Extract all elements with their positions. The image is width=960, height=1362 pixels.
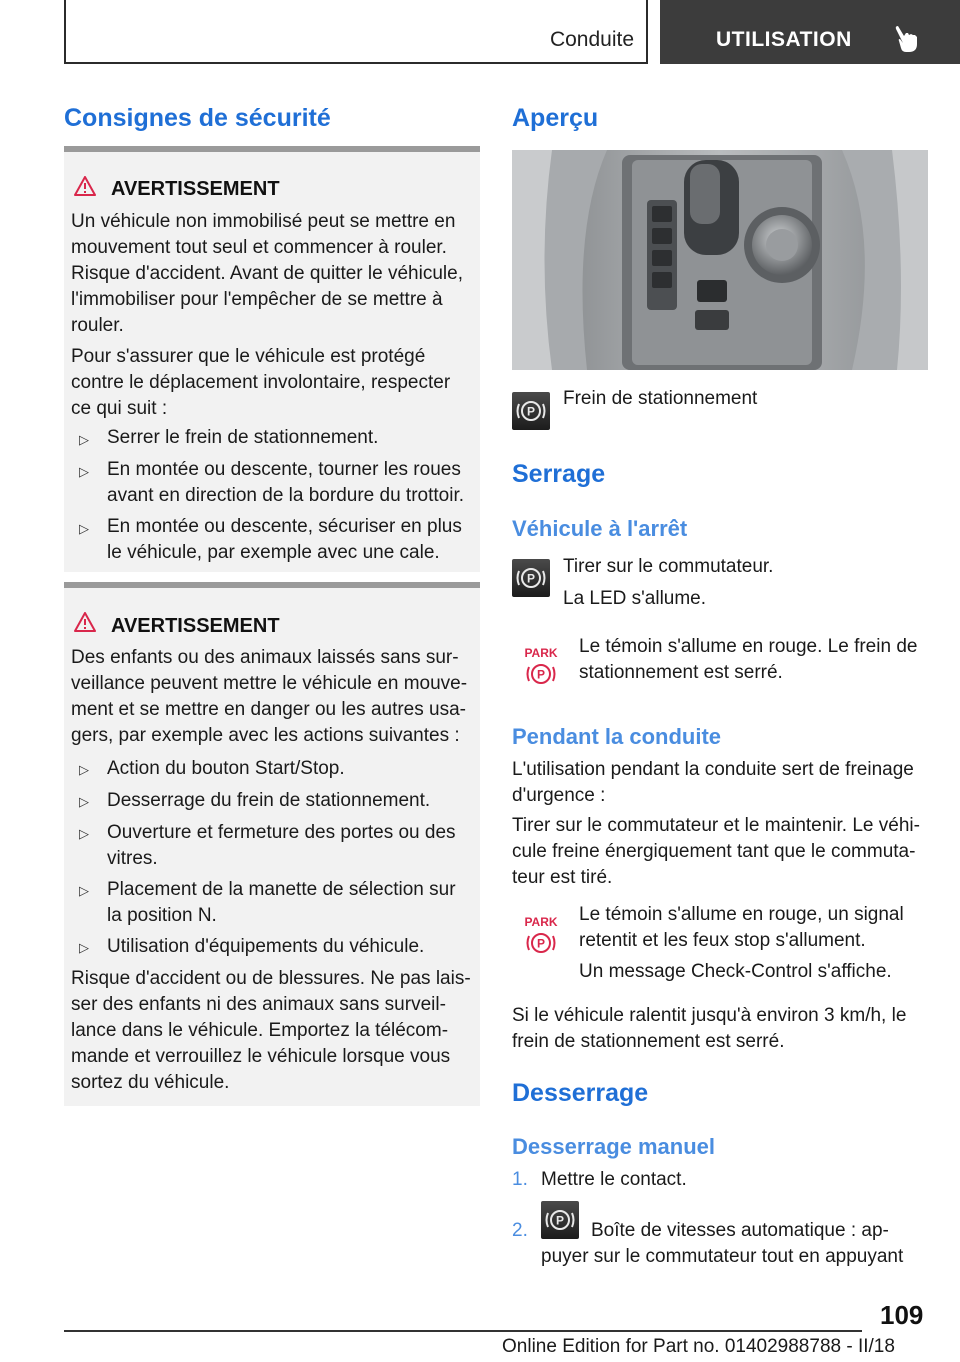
bullet-triangle-icon: ▷ xyxy=(79,521,89,536)
footer-divider xyxy=(64,1330,862,1332)
bullet-triangle-icon: ▷ xyxy=(79,940,89,955)
header-section-title: Conduite xyxy=(549,28,634,51)
list-item: Placement de la manette de sélection sur la position N. xyxy=(107,879,456,926)
list-item: Utilisation d'équipements du véhicule. xyxy=(107,936,425,957)
park-indicator-icon xyxy=(520,645,562,689)
instruction-text: Un message Check-Control s'affiche. xyxy=(579,961,892,982)
manual-release-subheading: Desserrage manuel xyxy=(512,1134,715,1159)
overview-heading: Aperçu xyxy=(512,104,599,132)
bullet-triangle-icon: ▷ xyxy=(79,826,89,841)
safety-heading: Consignes de sécurité xyxy=(64,104,331,132)
warning-box-1 xyxy=(64,146,480,572)
list-item: En montée ou descente, tourner les roues avant en direction de la bordure du trottoir. xyxy=(107,459,465,506)
pointing-hand-icon xyxy=(894,24,922,54)
park-label: PARK xyxy=(524,915,558,929)
svg-text:P: P xyxy=(536,936,546,951)
warning-paragraph: Des enfants ou des animaux laissés sans sur- veillance peuvent mettre le véhicule en mouve- ment et se mettre en danger ou les autres usa- gers, par exemple avec les actions suivantes : xyxy=(71,647,468,746)
list-item: Serrer le frein de stationnement. xyxy=(107,427,379,448)
instruction-text: La LED s'allume. xyxy=(563,588,707,609)
parking-brake-icon xyxy=(541,1201,579,1239)
bullet-triangle-icon: ▷ xyxy=(79,432,89,447)
instruction-text: Tirer sur le commutateur. xyxy=(563,556,774,577)
parking-brake-icon xyxy=(512,392,550,430)
instruction-text: Le témoin s'allume en rouge. Le frein de stationnement est serré. xyxy=(579,636,918,683)
step-text: Mettre le contact. xyxy=(541,1169,687,1190)
warning-title: AVERTISSEMENT xyxy=(111,178,280,200)
step-text: puyer sur le commutateur tout en appuyant xyxy=(541,1246,904,1267)
list-item: Desserrage du frein de stationnement. xyxy=(107,790,431,811)
bullet-triangle-icon: ▷ xyxy=(79,464,89,479)
step-text: Boîte de vitesses automatique : ap- xyxy=(591,1220,889,1241)
instruction-text: Le témoin s'allume en rouge, un signal retentit et les feux stop s'allument. xyxy=(579,904,904,951)
driving-subheading: Pendant la conduite xyxy=(512,724,722,749)
parking-brake-caption: Frein de stationnement xyxy=(563,388,758,409)
header-chapter-title: UTILISATION xyxy=(716,28,852,51)
bullet-triangle-icon: ▷ xyxy=(79,794,89,809)
bullet-triangle-icon: ▷ xyxy=(79,883,89,898)
header-section-box xyxy=(64,0,648,64)
warning-paragraph: Risque d'accident ou de blessures. Ne pas lais- ser des enfants ni des animaux sans surveil- lance dans le véhicule. Emportez la télécom- mande et verrouillez le véhicule lorsque vous sortez du véhicule. xyxy=(71,968,471,1093)
center-console-photo xyxy=(512,150,928,370)
body-paragraph: Tirer sur le commutateur et le maintenir. Le véhi- cule freine énergiquement tant que le commuta- teur est tiré. xyxy=(512,815,920,888)
warning-triangle-icon xyxy=(74,176,96,196)
parking-brake-icon xyxy=(512,559,550,597)
step-number: 1. xyxy=(512,1169,528,1190)
header-chapter-box xyxy=(660,0,960,64)
park-indicator-icon xyxy=(520,914,562,958)
warning-paragraph: Pour s'assurer que le véhicule est protégé contre le déplacement involontaire, respecter ce qui suit : xyxy=(71,346,451,419)
svg-text:P: P xyxy=(526,404,536,419)
body-paragraph: Si le véhicule ralentit jusqu'à environ 3 km/h, le frein de stationnement est serré. xyxy=(512,1005,907,1052)
desserrage-heading: Desserrage xyxy=(512,1079,649,1107)
svg-text:P: P xyxy=(555,1213,565,1228)
page-number: 109 xyxy=(880,1300,924,1330)
park-label: PARK xyxy=(524,646,558,660)
svg-text:P: P xyxy=(536,667,546,682)
bullet-triangle-icon: ▷ xyxy=(79,762,89,777)
warning-title: AVERTISSEMENT xyxy=(111,615,280,637)
warning-paragraph: Un véhicule non immobilisé peut se mettre en mouvement tout seul et commencer à rouler. Risque d'accident. Avant de quitter le véhicule, l'immobiliser pour l'empêcher de se mettre à rouler. xyxy=(71,211,463,336)
serrage-heading: Serrage xyxy=(512,460,606,488)
body-paragraph: L'utilisation pendant la conduite sert de freinage d'urgence : xyxy=(512,759,914,806)
list-item: En montée ou descente, sécuriser en plus le véhicule, par exemple avec une cale. xyxy=(107,516,462,563)
list-item: Ouverture et fermeture des portes ou des vitres. xyxy=(107,822,456,869)
step-number: 2. xyxy=(512,1220,528,1241)
footer-edition: Online Edition for Part no. 01402988788 - II/18 xyxy=(502,1336,895,1357)
warning-box-2 xyxy=(64,582,480,1106)
list-item: Action du bouton Start/Stop. xyxy=(107,758,345,779)
stopped-subheading: Véhicule à l'arrêt xyxy=(512,516,688,541)
svg-text:P: P xyxy=(526,571,536,586)
warning-triangle-icon xyxy=(74,612,96,632)
